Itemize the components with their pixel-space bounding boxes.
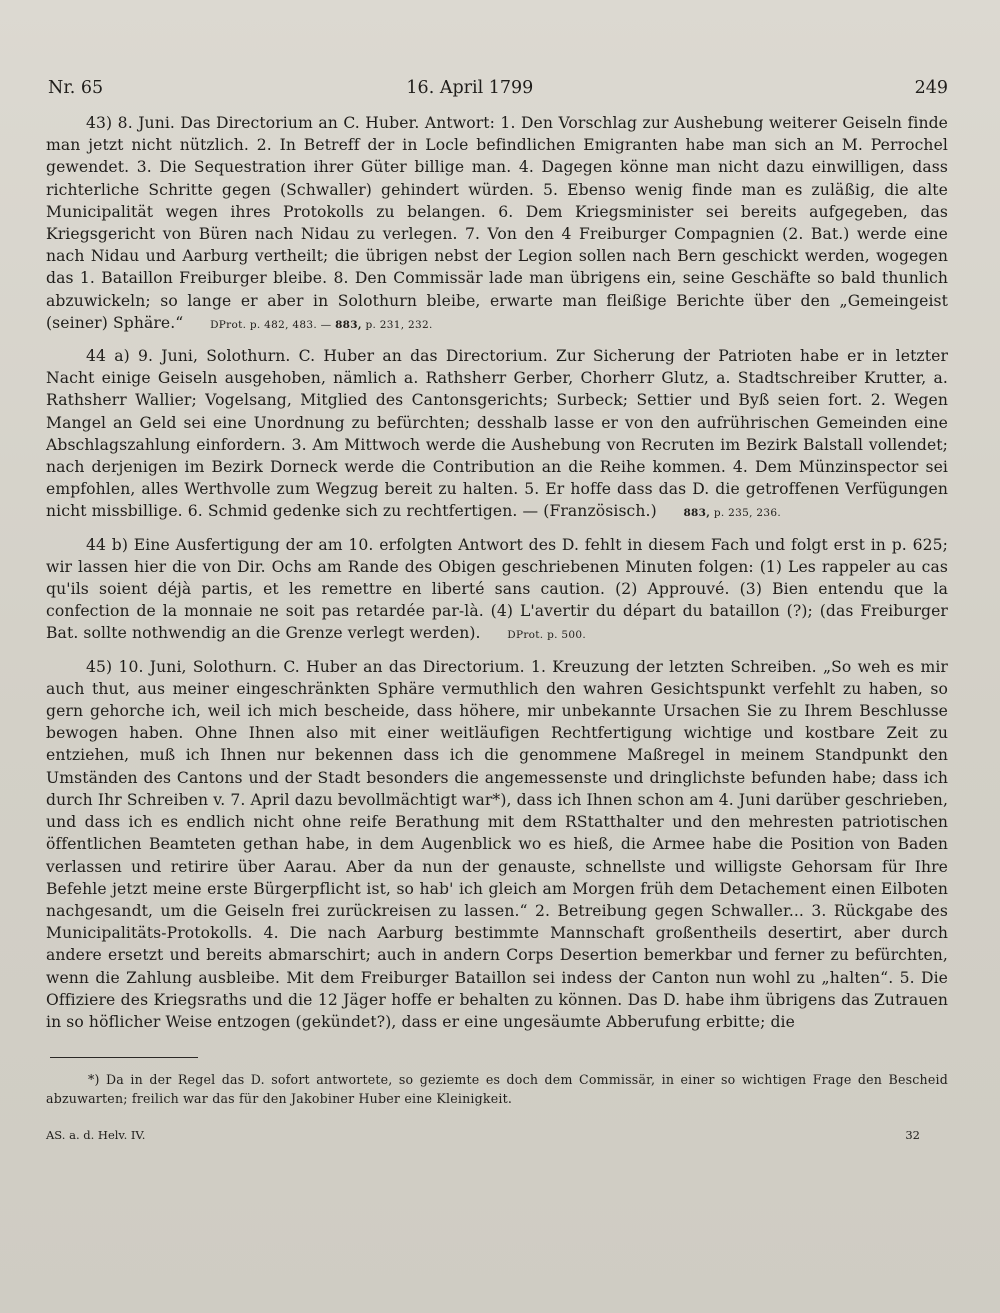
running-header <box>46 78 948 98</box>
entry-45 <box>46 656 948 1033</box>
sheet-number: 32 <box>905 1128 920 1143</box>
entry-text: 45) 10. Juni, Solothurn. C. Huber an das Directorium. 1. Kreuzung der letzten Schreiben. „So weh es mir auch thut, aus meiner eingeschränkten Sphäre vermuthlich den wahren Gesichtspunkt verfehlt zu haben, so gern gehorche ich, weil ich mich bescheide, dass höhere, mir unbekannte Ursachen Sie zu Ihrem Beschlusse bewogen haben. Ohne Ihnen also mit einer weitläufigen Rechtfertigung wichtige und kostbare Zeit zu entziehen, muß ich Ihnen nur bekennen dass ich die genommene Maßregel in meinem Standpunkt den Umständen des Cantons und der Stadt besonders die angemessenste und dringlichste befunden habe; dass ich durch Ihr Schreiben v. 7. April dazu bevollmächtigt war*), dass ich Ihnen schon am 4. Juni darüber geschrieben, und dass ich es endlich nicht ohne reife Berathung mit dem RStatthalter und den mehresten patriotischen öffentlichen Beamteten gethan habe, in dem Augenblick wo es hieß, die Armee habe die Position von Baden verlassen und retirire über Aarau. Aber da nun der genauste, schnellste und willigste Gehorsam für Ihre Befehle jetzt meine erste Bürgerpflicht ist, so hab' ich gleich am Morgen früh dem Detachement einen Eilboten nachgesandt, um die Geiseln frei zurückreisen zu lassen.“ 2. Betreibung gegen Schwaller... 3. Rückgabe des Municipalitäts-Protokolls. 4. Die nach Aarburg bestimmte Mannschaft großentheils desertirt, aber durch andere ersetzt und bereits abmarschirt; auch in andern Corps Desertion bemerkbar und ferner zu befürchten, wenn die Zahlung ausbleibe. Mit dem Freiburger Bataillon sei indess der Canton nun wohl zu „halten“. 5. Die Offiziere des Kriegsraths und die 12 Jäger hoffe er behalten zu können. Das D. habe ihm übrigens das Zutrauen in so höflicher Weise entzogen (gekündet?), dass er eine ungesäumte Abberufung erbitte; die <box>46 657 948 1031</box>
entry-text: 44 a) 9. Juni, Solothurn. C. Huber an das Directorium. Zur Sicherung der Patrioten habe er in letzter Nacht einige Geiseln ausgehoben, nämlich a. Rathsherr Gerber, Chorherr Glutz, a. Stadtschreiber Krutter, a. Rathsherr Wallier; Vogelsang, Mitglied des Cantonsgerichts; Surbeck; Settier und Byß seien fort. 2. Wegen Mangel an Geld sei eine Unordnung zu befürchten; desshalb lasse er von den aufrührischen Gemeinden eine Abschlagszahlung einfordern. 3. Am Mittwoch werde die Aushebung von Recruten im Bezirk Balstall vollendet; nach derjenigen im Bezirk Dorneck werde die Contribution an die Reihe kommen. 4. Dem Münzinspector sei empfohlen, alles Werthvolle zum Wegzug bereit zu halten. 5. Er hoffe dass das D. die getroffenen Verfügungen nicht missbillige. 6. Schmid gedenke sich zu rechtfertigen. — (Französisch.) <box>46 347 948 521</box>
page-number: 249 <box>914 78 948 98</box>
entry-43 <box>46 112 948 336</box>
source-reference: DProt. p. 500. <box>507 629 586 642</box>
entry-text: 44 b) Eine Ausfertigung der am 10. erfolgten Antwort des D. fehlt in diesem Fach und folgt erst in p. 625; wir lassen hier die von Dir. Ochs am Rande des Obigen geschriebenen Minuten folgen: (1) Les rappeler au cas qu'ils soient déjà partis, et les remettre en liberté sans caution. (2) Approuvé. (3) Bien entendu que la confection de la monnaie ne soit pas retardée par-là. (4) L'avertir du départ du bataillon (?); (das Freiburger Bat. sollte nothwendig an die Grenze verlegt werden). <box>46 535 948 643</box>
footnote: *) Da in der Regel das D. sofort antwortete, so geziemte es doch dem Commissär, in einer so wichtigen Frage den Bescheid abzuwarten; freilich war das für den Jakobiner Huber eine Kleinigkeit. <box>46 1072 948 1107</box>
page-footer <box>46 1114 948 1142</box>
entry-44a <box>46 345 948 525</box>
footnote-divider <box>50 1057 198 1058</box>
document-date: 16. April 1799 <box>406 78 534 98</box>
source-reference: DProt. p. 482, 483. — 883, p. 231, 232. <box>210 318 433 331</box>
signature-mark: AS. a. d. Helv. IV. <box>46 1128 146 1143</box>
document-number: Nr. 65 <box>48 78 104 98</box>
entry-44b <box>46 534 948 647</box>
entry-text: 43) 8. Juni. Das Directorium an C. Huber. Antwort: 1. Den Vorschlag zur Aushebung weiterer Geiseln finde man jetzt nicht nützlich. 2. In Betreff der in Locle befindlichen Emigranten habe man sich an M. Perrochel gewendet. 3. Die Sequestration ihrer Güter billige man. 4. Dagegen könne man nicht dazu einwilligen, dass richterliche Schritte gegen (Schwaller) gehindert würden. 5. Ebenso wenig finde man es zuläßig, die alte Municipalität wegen ihres Protokolls zu belangen. 6. Dem Kriegsminister sei bereits aufgegeben, das Kriegsgericht von Büren nach Nidau zu verlegen. 7. Von den 4 Freiburger Compagnien (2. Bat.) werde eine nach Nidau und Aarburg vertheilt; die übrigen nebst der Legion sollen nach Bern geschickt werden, wogegen das 1. Bataillon Freiburger bleibe. 8. Den Commissär lade man übrigens ein, seine Geschäfte so bald thunlich abzuwickeln; so lange er aber in Solothurn bleibe, erwarte man fleißige Berichte über den „Gemeingeist (seiner) Sphäre.“ <box>46 114 948 332</box>
source-reference: 883, p. 235, 236. <box>683 507 781 520</box>
